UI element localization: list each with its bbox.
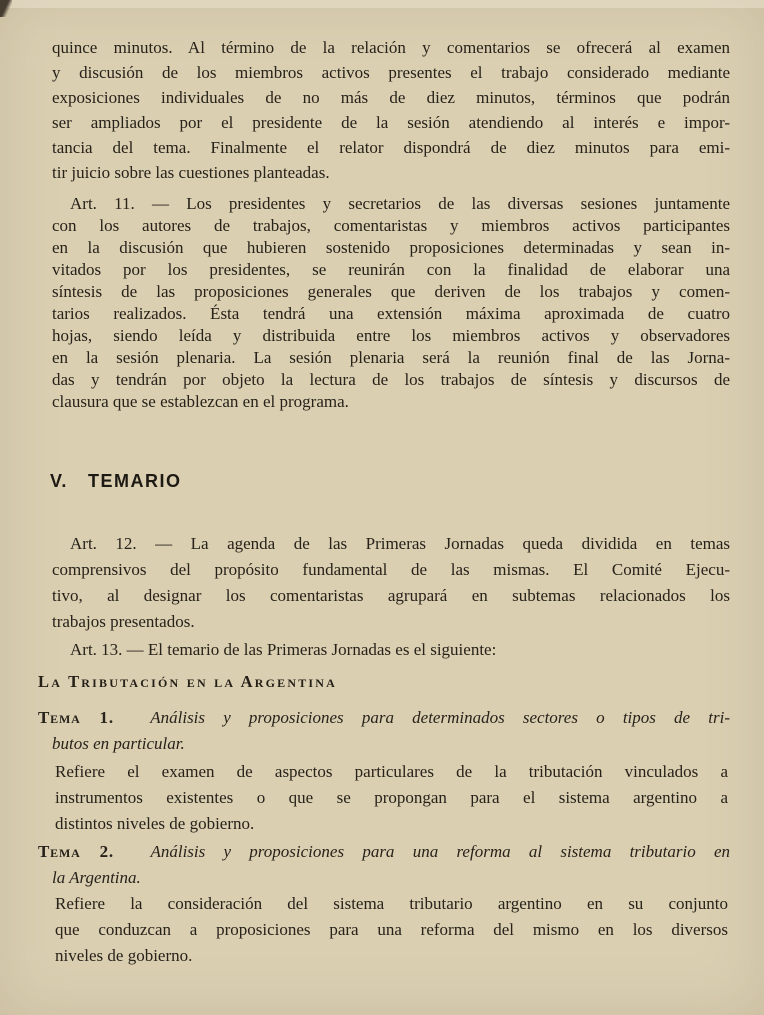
text-line: Refiere el examen de aspectos particulares de la tributación vinculados a [55, 762, 728, 781]
text-line: Art. 11. — Los presidentes y secretarios de las diversas sesiones juntamente [70, 194, 730, 213]
tema-1-title [38, 705, 730, 757]
paragraph-article-11 [52, 193, 730, 413]
tema-2-description [55, 891, 728, 969]
scan-top-edge [0, 0, 764, 8]
text-line: tivo, al designar los comentaristas agrupará en subtemas relacionados los [52, 586, 730, 605]
tema-1-description [55, 759, 728, 837]
text-line: Art. 13. — El temario de las Primeras Jornadas es el siguiente: [70, 640, 497, 659]
text-line: comprensivos del propósito fundamental de las mismas. El Comité Ejecu- [52, 560, 730, 579]
text-line: la Argentina. [52, 868, 141, 887]
tema-1-label: Tema 1. [38, 708, 114, 727]
text-line: y discusión de los miembros activos presentes el trabajo considerado mediante [52, 63, 730, 82]
text-line: distintos niveles de gobierno. [55, 814, 255, 833]
topic-heading: La Tributación en la Argentina [38, 672, 338, 691]
paragraph-article-12 [52, 531, 730, 635]
scan-corner-artifact [0, 0, 12, 17]
section-numeral: V. [50, 471, 68, 491]
text-line: exposiciones individuales de no más de diez minutos, términos que podrán [52, 88, 730, 107]
text-line: trabajos presentados. [52, 612, 195, 631]
tema-2-title [38, 839, 730, 891]
tema-1-title-text: Análisis y proposiciones para determinados sectores o tipos de tri- [150, 708, 731, 727]
text-line: con los autores de trabajos, comentaristas y miembros activos participantes [52, 216, 730, 235]
text-line: Art. 12. — La agenda de las Primeras Jornadas queda dividida en temas [70, 534, 730, 553]
text-line: quince minutos. Al término de la relación y comentarios se ofrecerá al examen [52, 38, 730, 57]
text-line: das y tendrán por objeto la lectura de los trabajos de síntesis y discursos de [52, 370, 730, 389]
text-line: en la sesión plenaria. La sesión plenaria será la reunión final de las Jorna- [52, 348, 730, 367]
text-line: síntesis de las proposiciones generales que deriven de los trabajos y comen- [52, 282, 730, 301]
tema-2-label: Tema 2. [38, 842, 114, 861]
section-title: TEMARIO [88, 471, 182, 491]
text-line: en la discusión que hubieren sostenido proposiciones determinadas y sean in- [52, 238, 730, 257]
tema-2-title-text: Análisis y proposiciones para una reforma al sistema tributario en [150, 842, 731, 861]
text-line: tancia del tema. Finalmente el relator dispondrá de diez minutos para emi- [52, 138, 730, 157]
text-line: Refiere la consideración del sistema tributario argentino en su conjunto [55, 894, 728, 913]
text-line: tarios realizados. Ésta tendrá una extensión máxima aproximada de cuatro [52, 304, 730, 323]
text-line: ser ampliados por el presidente de la sesión atendiendo al interés e impor- [52, 113, 730, 132]
text-line: tir juicio sobre las cuestiones planteadas. [52, 163, 330, 182]
text-line: que conduzcan a proposiciones para una reforma del mismo en los diversos [55, 920, 728, 939]
text-line: vitados por los presidentes, se reunirán con la finalidad de elaborar una [52, 260, 730, 279]
text-line [38, 705, 730, 731]
text-line: niveles de gobierno. [55, 946, 193, 965]
paragraph-continuation [52, 35, 730, 185]
text-line: instrumentos existentes o que se propongan para el sistema argentino a [55, 788, 728, 807]
section-heading [50, 471, 182, 492]
text-line [38, 839, 730, 865]
text-line: clausura que se establezcan en el programa. [52, 392, 349, 411]
text-line: butos en particular. [52, 734, 185, 753]
paragraph-article-13 [52, 637, 730, 663]
text-line: hojas, siendo leída y distribuida entre los miembros activos y observadores [52, 326, 730, 345]
